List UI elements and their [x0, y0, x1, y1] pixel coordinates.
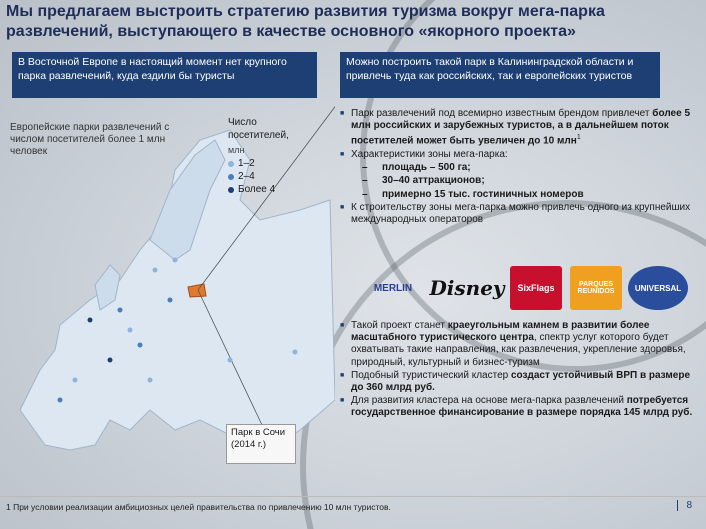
- legend-item: [228, 157, 308, 170]
- park-dot: [228, 358, 233, 363]
- park-dot: [58, 398, 63, 403]
- park-dot: [118, 308, 123, 313]
- map-legend: [228, 116, 308, 196]
- legend-title: Число посетителей,: [228, 117, 289, 141]
- bullet: ■ Характеристики зоны мега-парка:: [340, 149, 695, 161]
- map-note: Европейские парки развлечений с числом посетителей более 1 млн человек: [10, 122, 170, 157]
- legend-unit: млн: [228, 145, 245, 155]
- park-dot: [153, 268, 158, 273]
- operator-logos: [365, 266, 695, 316]
- park-dot: [138, 343, 143, 348]
- park-dot: [128, 328, 133, 333]
- sub-bullet: – примерно 15 тыс. гостиничных номеров: [340, 189, 695, 201]
- park-dot: [293, 350, 298, 355]
- sixflags-logo: SixFlags: [510, 266, 562, 310]
- legend-item: [228, 183, 308, 196]
- sochi-callout: Парк в Сочи (2014 г.): [226, 424, 296, 464]
- disney-logo: Disney: [429, 276, 505, 300]
- page-title: Мы предлагаем выстроить стратегию развития туризма вокруг мега-парка развлечений, выступающего в качестве основного «якорного проекта»: [6, 3, 605, 40]
- parques-reunidos-logo: PARQUES REUNIDOS: [570, 266, 622, 310]
- universal-logo: UNIVERSAL: [628, 266, 688, 310]
- park-dot: [108, 358, 113, 363]
- park-dot: [73, 378, 78, 383]
- bottom-bullets: [340, 320, 695, 421]
- footnote: 1 При условии реализации амбициозных целей правительства по привлечению 10 млн туристов.: [6, 502, 391, 512]
- legend-dot-icon: [228, 174, 234, 180]
- footer-divider: [0, 496, 706, 497]
- park-dot: [168, 298, 173, 303]
- top-bullets: [340, 108, 695, 227]
- page-number: 8: [677, 500, 692, 511]
- bullet: ■ Такой проект станет краеугольным камнем в развитии более масштабного туристического центра, спектр услуг которого будет охватывать такие направления, как развлечения, укрепление здоровья, природный, культурный и бизнес-туризм: [340, 320, 695, 369]
- bullet: ■ К строительству зоны мега-парка можно привлечь одного из крупнейших международных операторов: [340, 202, 695, 226]
- legend-dot-icon: [228, 187, 234, 193]
- merlin-logo: MERLIN: [373, 282, 413, 294]
- bullet: ■ Подобный туристический кластер создаст устойчивый ВРП в размере до 360 млрд руб.: [340, 370, 695, 394]
- legend-dot-icon: [228, 161, 234, 167]
- left-header: В Восточной Европе в настоящий момент нет крупного парка развлечений, куда ездили бы туристы: [12, 52, 317, 98]
- legend-label: 1–2: [238, 158, 255, 169]
- bullet: ■ Для развития кластера на основе мега-парка развлечений потребуется государственное финансирование в размере порядка 145 млрд руб.: [340, 395, 695, 419]
- bullet: ■ Парк развлечений под всемирно известным брендом привлечет более 5 млн российских и зарубежных туристов, а в дальнейшем поток посетителей может быть увеличен до 10 млн$^1$: [340, 108, 695, 148]
- right-header: Можно построить такой парк в Калининградской области и привлечь туда как российских, так и европейских туристов: [340, 52, 660, 98]
- park-dot: [88, 318, 93, 323]
- park-dot: [148, 378, 153, 383]
- park-dot: [173, 258, 178, 263]
- legend-label: Более 4: [238, 184, 276, 195]
- legend-label: 2–4: [238, 171, 255, 182]
- sub-bullet: – площадь – 500 га;: [340, 162, 695, 174]
- sub-bullet: – 30–40 аттракционов;: [340, 175, 695, 187]
- legend-item: [228, 170, 308, 183]
